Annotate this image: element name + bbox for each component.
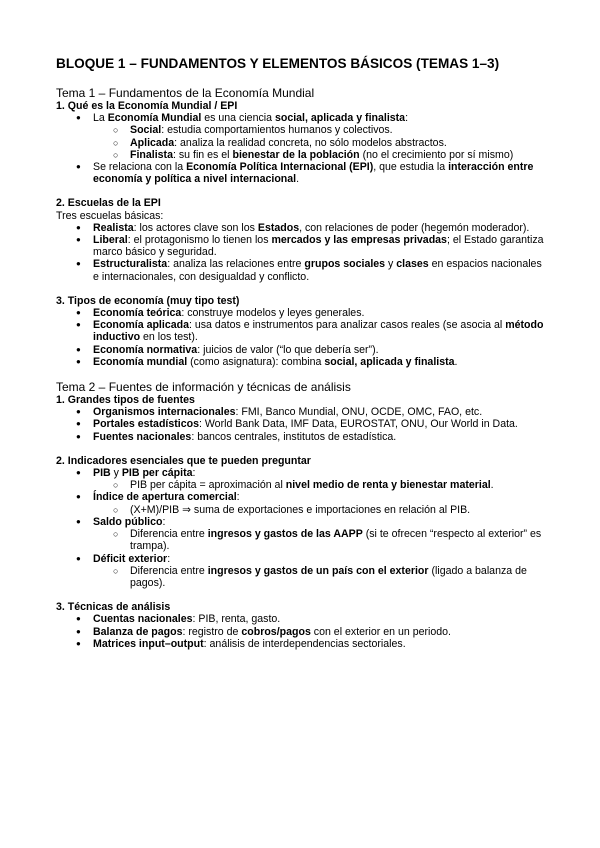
list-item: ○ (X+M)/PIB ⇒ suma de exportaciones e importaciones en relación al PIB. [56, 504, 546, 516]
tema1-s1-list [56, 112, 546, 185]
tema1-heading: Tema 1 – Fundamentos de la Economía Mundial [56, 86, 315, 100]
list-item: ● Balanza de pagos: registro de cobros/pagos con el exterior en un periodo. [56, 626, 546, 638]
list-item: ● Estructuralista: analiza las relaciones entre grupos sociales y clases en espacios nacionales e internacionales, con desigualdad y conflicto. [56, 258, 546, 282]
list-item: ○ Diferencia entre ingresos y gastos de las AAPP (si te ofrecen “respecto al exterior” es trampa). [56, 528, 546, 552]
list-item: ○ PIB per cápita = aproximación al nivel medio de renta y bienestar material. [56, 479, 546, 491]
list-item: ● Economía teórica: construye modelos y leyes generales. [56, 307, 546, 319]
sublist [93, 504, 546, 516]
list-item: ● Saldo público: ○ Diferencia entre ingresos y gastos de las AAPP (si te ofrecen “respecto al exterior” es trampa). [56, 516, 546, 553]
list-item: ○ Finalista: su fin es el bienestar de la población (no el crecimiento por sí mismo) [56, 149, 546, 161]
list-item: ○ Diferencia entre ingresos y gastos de un país con el exterior (ligado a balanza de pagos). [56, 565, 546, 589]
sublist [93, 479, 546, 491]
sublist [93, 565, 546, 589]
tema2-s3-heading: 3. Técnicas de análisis [56, 601, 171, 614]
list-item: ○ Aplicada: analiza la realidad concreta, no sólo modelos abstractos. [56, 137, 546, 149]
document-page [56, 56, 546, 650]
list-item: ● PIB y PIB per cápita: ○ PIB per cápita = aproximación al nivel medio de renta y bienestar material. [56, 467, 546, 491]
tema1-s2-list [56, 222, 546, 283]
list-item: ● Índice de apertura comercial: ○ (X+M)/PIB ⇒ suma de exportaciones e importaciones en relación al PIB. [56, 491, 546, 515]
tema1-s3-heading: 3. Tipos de economía (muy tipo test) [56, 294, 240, 307]
list-item: ● Economía mundial (como asignatura): combina social, aplicada y finalista. [56, 356, 546, 368]
tema2-s3-list [56, 613, 546, 650]
list-item: ● Déficit exterior: ○ Diferencia entre ingresos y gastos de un país con el exterior (ligado a balanza de pagos). [56, 553, 546, 590]
document-title: BLOQUE 1 – FUNDAMENTOS Y ELEMENTOS BÁSICOS (TEMAS 1–3) [56, 56, 500, 71]
tema2-s2-heading: 2. Indicadores esenciales que te pueden preguntar [56, 454, 311, 467]
tema2-s1-heading: 1. Grandes tipos de fuentes [56, 394, 195, 407]
tema2-s1-list [56, 406, 546, 443]
tema2-s2-list [56, 467, 546, 589]
sublist [93, 124, 546, 161]
tema2-heading: Tema 2 – Fuentes de información y técnicas de análisis [56, 380, 351, 395]
tema1-s3-list [56, 307, 546, 368]
list-item: ● Economía normativa: juicios de valor (“lo que debería ser”). [56, 344, 546, 356]
list-item: ● Realista: los actores clave son los Estados, con relaciones de poder (hegemón moderador). [56, 222, 546, 234]
list-item: ● La Economía Mundial es una ciencia social, aplicada y finalista: ○ Social: estudia comportamientos humanos y colectivos. ○ Aplicada: analiza la realidad concreta, no sólo modelos abstractos. ○ Finalista: su fin es el bienestar de la población (no el crecimiento por sí mismo) [56, 112, 546, 161]
sublist [93, 528, 546, 552]
list-item: ● Fuentes nacionales: bancos centrales, institutos de estadística. [56, 431, 546, 443]
list-item: ● Cuentas nacionales: PIB, renta, gasto. [56, 613, 546, 625]
list-item: ● Organismos internacionales: FMI, Banco Mundial, ONU, OCDE, OMC, FAO, etc. [56, 406, 546, 418]
list-item: ● Se relaciona con la Economía Política Internacional (EPI), que estudia la interacción entre economía y política a nivel internacional. [56, 161, 546, 185]
list-item: ● Economía aplicada: usa datos e instrumentos para analizar casos reales (se asocia al método inductivo en los test). [56, 319, 546, 343]
tema1-s2-intro: Tres escuelas básicas: [56, 209, 164, 222]
tema1-s1-heading: 1. Qué es la Economía Mundial / EPI [56, 100, 238, 112]
list-item: ● Matrices input–output: análisis de interdependencias sectoriales. [56, 638, 546, 650]
list-item: ● Liberal: el protagonismo lo tienen los mercados y las empresas privadas; el Estado garantiza marco básico y seguridad. [56, 234, 546, 258]
list-item: ● Portales estadísticos: World Bank Data, IMF Data, EUROSTAT, ONU, Our World in Data. [56, 418, 546, 430]
list-item: ○ Social: estudia comportamientos humanos y colectivos. [56, 124, 546, 136]
tema1-s2-heading: 2. Escuelas de la EPI [56, 197, 161, 210]
